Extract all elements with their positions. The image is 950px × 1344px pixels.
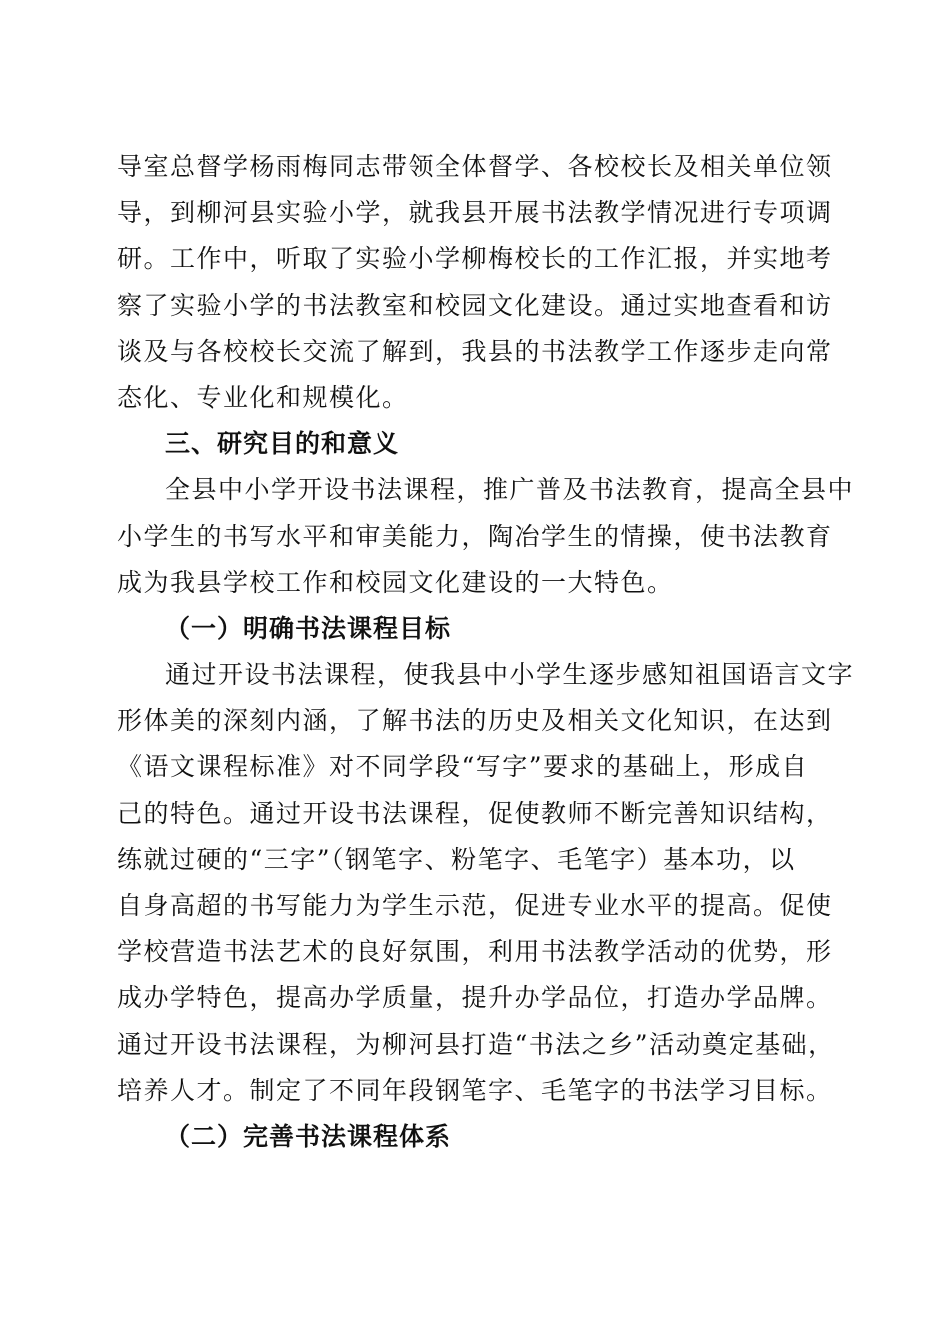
intro-paragraph	[117, 144, 835, 421]
subsection-heading: （二）完善书法课程体系	[165, 1121, 452, 1151]
sub1-paragraph	[117, 652, 855, 1114]
subsection-heading: （一）明确书法课程目标	[165, 613, 452, 643]
text-line: 学校营造书法艺术的良好氛围，利用书法教学活动的优势，形	[117, 937, 833, 967]
text-line: 形体美的深刻内涵，了解书法的历史及相关文化知识，在达到	[117, 706, 833, 736]
text-line: 成办学特色，提高办学质量，提升办学品位，打造办学品牌。	[117, 983, 833, 1013]
text-line: 自身高超的书写能力为学生示范，促进专业水平的提高。促使	[117, 891, 833, 920]
text-line: 研。工作中，听取了实验小学柳梅校长的工作汇报，并实地考	[117, 244, 833, 274]
text-line: 成为我县学校工作和校园文化建设的一大特色。	[117, 567, 674, 597]
text-line: 态化、专业化和规模化。	[117, 382, 409, 412]
text-line: 全县中小学开设书法课程，推广普及书法教育，提高全县中	[165, 475, 855, 505]
text-line: 通过开设书法课程，为柳河县打造“书法之乡”活动奠定基础，	[117, 1029, 835, 1059]
text-line: 通过开设书法课程，使我县中小学生逐步感知祖国语言文字	[165, 660, 855, 690]
text-line: 导室总督学杨雨梅同志带领全体督学、各校校长及相关单位领	[117, 152, 833, 181]
text-line: 察了实验小学的书法教室和校园文化建设。通过实地查看和访	[117, 290, 833, 320]
text-line: 谈及与各校校长交流了解到，我县的书法教学工作逐步走向常	[117, 336, 833, 366]
text-line: 导，到柳河县实验小学，就我县开展书法教学情况进行专项调	[117, 198, 833, 228]
text-line: 己的特色。通过开设书法课程，促使教师不断完善知识结构，	[117, 798, 833, 828]
text-line: 小学生的书写水平和审美能力，陶冶学生的情操，使书法教育	[117, 521, 833, 551]
text-line: 培养人才。制定了不同年段钢笔字、毛笔字的书法学习目标。	[117, 1075, 833, 1105]
section-heading: 三、研究目的和意义	[165, 429, 400, 459]
text-line: 练就过硬的“三字”（钢笔字、粉笔字、毛笔字）基本功，以	[117, 844, 796, 874]
section3-paragraph	[117, 467, 855, 606]
text-line: 《语文课程标准》对不同学段“写字”要求的基础上，形成自	[117, 752, 809, 782]
document-body	[117, 144, 855, 1160]
